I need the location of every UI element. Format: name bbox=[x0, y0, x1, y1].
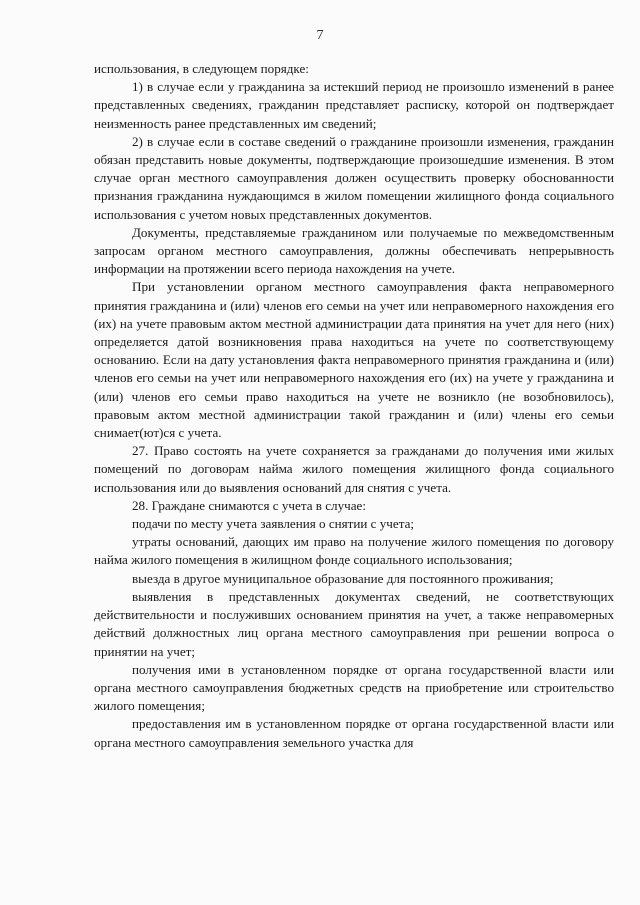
paragraph-clause-27: 27. Право состоять на учете сохраняется за гражданами до получения ими жилых помещений по договорам найма жилого помещения жилищного фонда социального использования или до выявления оснований для снятия с учета. bbox=[94, 443, 614, 495]
paragraph-item-2: 2) в случае если в составе сведений о гражданине произошли изменения, гражданин обязан представить новые документы, подтверждающие произошедшие изменения. В этом случае орган местного самоуправления должен осуществить проверку обоснованности признания гражданина нуждающимся в жилом помещении жилищного фонда социального использования с учетом новых представленных документов. bbox=[94, 133, 614, 222]
paragraph-continuation: использования, в следующем порядке: bbox=[94, 61, 309, 76]
page-number: 7 bbox=[316, 28, 324, 43]
paragraph-reason-application: подачи по месту учета заявления о снятии с учета; bbox=[132, 516, 415, 532]
paragraph-clause-28: 28. Граждане снимаются с учета в случае: bbox=[132, 497, 366, 513]
paragraph-documents: Документы, представляемые гражданином или получаемые по межведомственным запросам органом местного самоуправления, должны обеспечивать непрерывность информации на протяжении всего периода нахождения на учете. bbox=[94, 224, 614, 277]
paragraph-unlawful-registration: При установлении органом местного самоуправления факта неправомерного принятия гражданина и (или) членов его семьи на учет или неправомерного нахождения его (их) на учете правовым актом местной администрации дата принятия на учет для него (них) определяется датой возникновения права находиться на учете по соответствующему основанию. Если на дату установления факта неправомерного принятия гражданина и (или) членов его семьи на учет или неправомерного нахождения его (их) на учете у гражданина и (или) членов его семьи право находиться на учете не возникло (не возобновилось), правовым актом местной администрации такой гражданин и (или) члены его семьи снимает(ют)ся с учета. bbox=[94, 279, 614, 441]
paragraph-reason-land-plot: предоставления им в установленном порядке от органа государственной власти или органа местного самоуправления земельного участка для bbox=[94, 716, 614, 750]
paragraph-reason-false-information: выявления в представленных документах сведений, не соответствующих действительности и послуживших основанием принятия на учет, а также неправомерных действий должностных лиц органа местного самоуправления при решении вопроса о принятии на учет; bbox=[94, 588, 614, 659]
paragraph-reason-budget-funds: получения ими в установленном порядке от органа государственной власти или органа местного самоуправления бюджетных средств на приобретение или строительство жилого помещения; bbox=[94, 661, 614, 714]
paragraph-item-1: 1) в случае если у гражданина за истекший период не произошло изменений в ранее представленных сведениях, гражданин представляет расписку, которой он подтверждает неизменность ранее представленных им сведений; bbox=[94, 79, 614, 131]
paragraph-reason-relocation: выезда в другое муниципальное образование для постоянного проживания; bbox=[132, 570, 554, 586]
paragraph-reason-loss-of-grounds: утраты оснований, дающих им право на получение жилого помещения по договору найма жилого помещения в жилищном фонде социального использования; bbox=[94, 534, 614, 568]
document-body bbox=[94, 60, 614, 752]
